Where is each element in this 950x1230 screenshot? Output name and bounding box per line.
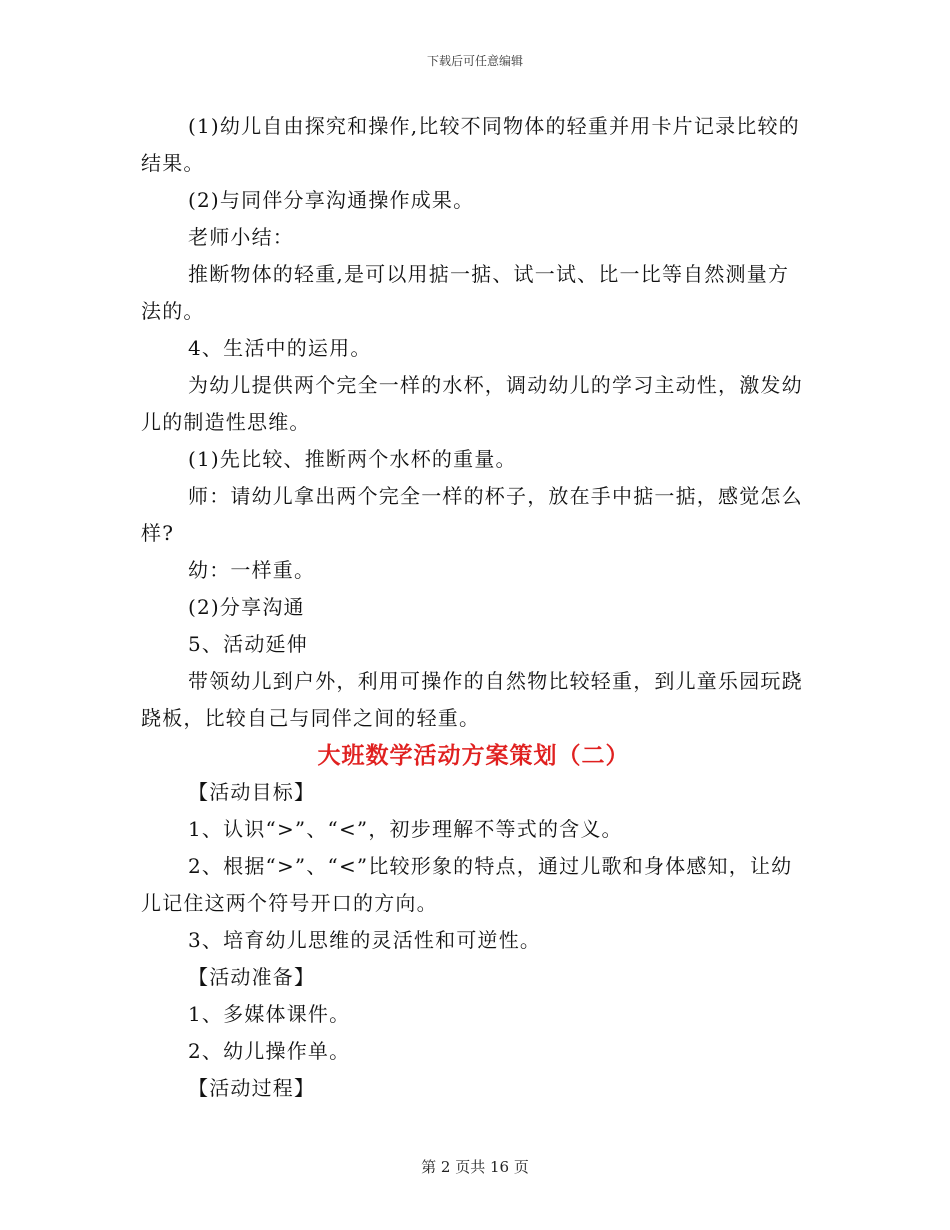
paragraph: (2)分享沟通 <box>188 595 305 619</box>
paragraph: 2、根据“>”、“<”比较形象的特点，通过儿歌和身体感知，让幼儿记住这两个符号开口的方向。 <box>141 854 793 915</box>
paragraph: 5、活动延伸 <box>188 632 308 656</box>
paragraph: 师：请幼儿拿出两个完全一样的杯子，放在手中掂一掂，感觉怎么样? <box>141 484 803 545</box>
paragraph: 幼：一样重。 <box>188 558 316 582</box>
paragraph: 【活动过程】 <box>188 1076 316 1100</box>
section-title: 大班数学活动方案策划（二） <box>317 742 630 769</box>
paragraph: 2、幼儿操作单。 <box>188 1039 351 1063</box>
paragraph: 老师小结： <box>188 225 294 249</box>
paragraph: 推断物体的轻重,是可以用掂一掂、试一试、比一比等自然测量方法的。 <box>141 262 790 323</box>
paragraph: 【活动准备】 <box>188 965 316 989</box>
paragraph: 3、培育幼儿思维的灵活性和可逆性。 <box>188 928 542 952</box>
page-header: 下载后可任意编辑 <box>426 54 523 68</box>
paragraph: 【活动目标】 <box>188 780 316 804</box>
page-footer: 第 2 页共 16 页 <box>421 1158 529 1176</box>
paragraph: 1、认识“>”、“<”，初步理解不等式的含义。 <box>188 817 623 841</box>
paragraph: 带领幼儿到户外，利用可操作的自然物比较轻重，到儿童乐园玩跷跷板，比较自己与同伴之间的轻重。 <box>141 669 803 730</box>
paragraph: (1)幼儿自由探究和操作,比较不同物体的轻重并用卡片记录比较的结果。 <box>141 114 800 175</box>
paragraph: 1、多媒体课件。 <box>188 1002 351 1026</box>
paragraph: (1)先比较、推断两个水杯的重量。 <box>188 447 517 471</box>
document-body <box>141 108 806 1107</box>
paragraph: 4、生活中的运用。 <box>188 336 372 360</box>
paragraph: (2)与同伴分享沟通操作成果。 <box>188 188 475 212</box>
paragraph: 为幼儿提供两个完全一样的水杯，调动幼儿的学习主动性，激发幼儿的制造性思维。 <box>141 373 803 434</box>
